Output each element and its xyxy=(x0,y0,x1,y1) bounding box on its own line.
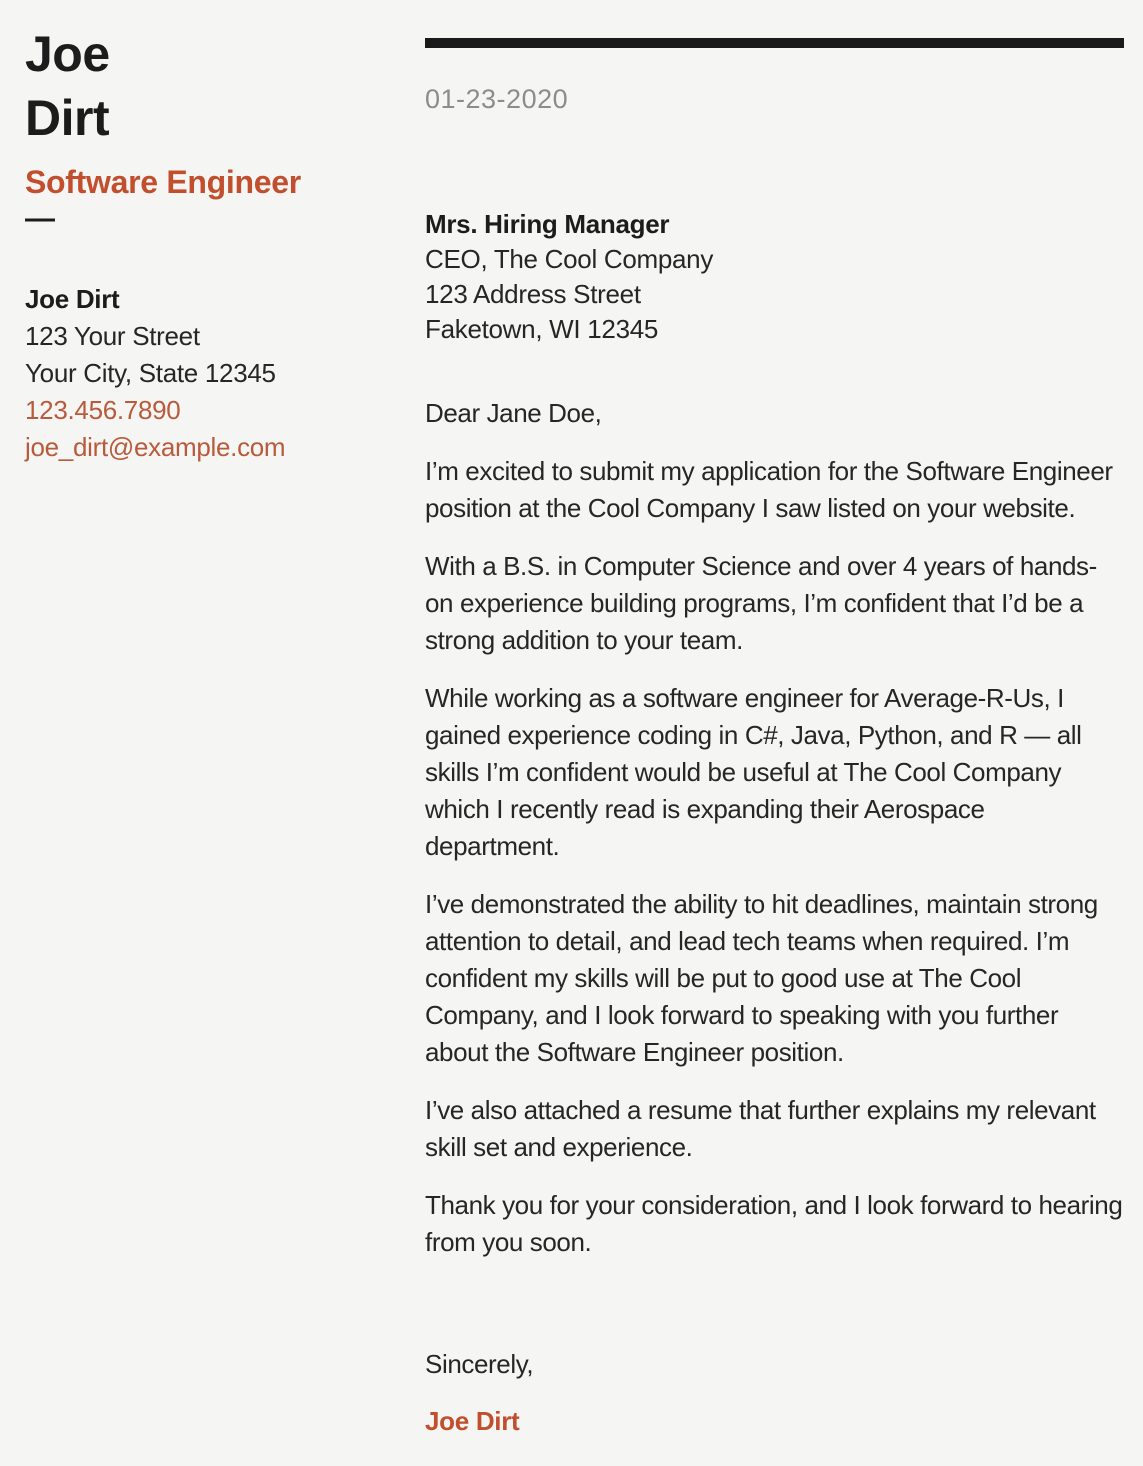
letter-paragraph: Thank you for your consideration, and I look forward to hearing from you soon. xyxy=(425,1190,1123,1257)
header-rule xyxy=(425,38,1124,48)
applicant-name-line2: Dirt xyxy=(25,90,110,146)
title-divider: — xyxy=(25,202,55,235)
applicant-name-line1: Joe xyxy=(25,26,110,82)
applicant-name xyxy=(25,22,390,150)
closing: Sincerely, xyxy=(425,1349,534,1379)
recipient-street: 123 Address Street xyxy=(425,279,641,309)
job-title: Software Engineer xyxy=(25,164,301,200)
recipient-company: CEO, The Cool Company xyxy=(425,244,714,274)
letter-paragraph: I’m excited to submit my application for the Software Engineer position at the Cool Company I saw listed on your website. xyxy=(425,456,1113,523)
letter-paragraph: I’ve also attached a resume that further explains my relevant skill set and experience. xyxy=(425,1095,1096,1162)
contact-block xyxy=(25,281,390,466)
letter-paragraph: While working as a software engineer for Average-R-Us, I gained experience coding in C#, Java, Python, and R — all skills I’m confident would be useful at The Cool Company which I recently read is expanding their Aerospace department. xyxy=(425,683,1082,861)
contact-address-line2: Your City, State 12345 xyxy=(25,358,276,388)
letter-date: 01-23-2020 xyxy=(425,84,569,114)
letter-paragraph: I’ve demonstrated the ability to hit deadlines, maintain strong attention to detail, and lead tech teams when required. I’m confident my skills will be put to good use at The Cool Company, and I look forward to speaking with you further about the Software Engineer position. xyxy=(425,889,1098,1067)
sidebar xyxy=(0,0,400,1466)
recipient-name: Mrs. Hiring Manager xyxy=(425,209,670,239)
contact-phone: 123.456.7890 xyxy=(25,395,181,425)
letter-paragraph: With a B.S. in Computer Science and over 4 years of hands-on experience building programs, I’m confident that I’d be a strong addition to your team. xyxy=(425,551,1097,655)
recipient-block xyxy=(425,207,1124,347)
salutation: Dear Jane Doe, xyxy=(425,398,602,428)
letter-body xyxy=(400,0,1143,1466)
contact-name: Joe Dirt xyxy=(25,284,120,314)
signature: Joe Dirt xyxy=(425,1406,520,1436)
recipient-city: Faketown, WI 12345 xyxy=(425,314,659,344)
contact-email: joe_dirt@example.com xyxy=(25,432,286,462)
contact-address-line1: 123 Your Street xyxy=(25,321,200,351)
